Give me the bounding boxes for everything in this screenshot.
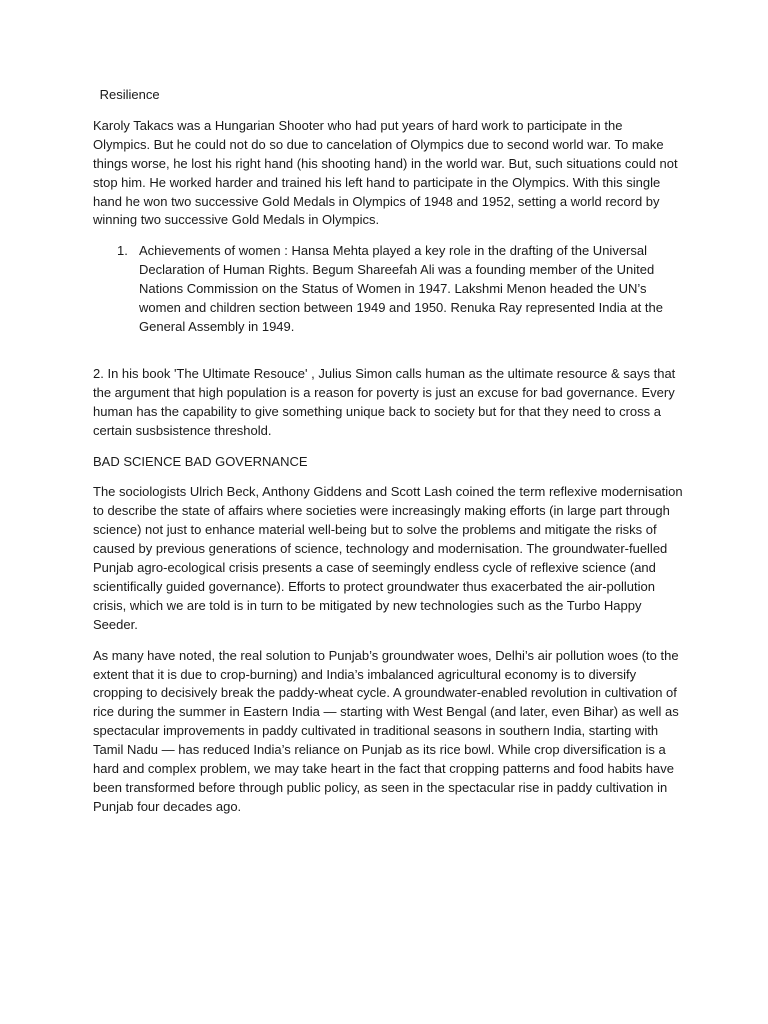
list-item-number: 1. (117, 243, 128, 259)
paragraph-reflexive-modernisation: The sociologists Ulrich Beck, Anthony Giddens and Scott Lash coined the term reflexive modernisation to describe the state of affairs where societies were increasingly making efforts (in large part through science) not just to enhance material well-being but to solve the problems and mitigate the risks of caused by previous generations of science, technology and modernisation. The groundwater-fuelled Punjab agro-ecological crisis presents a case of seemingly endless cycle of reflexive science (and scientifically guided governance). Efforts to protect groundwater thus exacerbated the air-pollution crisis, which we are told is in turn to be mitigated by new technologies such as the Turbo Happy Seeder. (93, 484, 683, 632)
paragraph-ultimate-resource: 2. In his book 'The Ultimate Resouce' , Julius Simon calls human as the ultimate resource & says that the argument that high population is a reason for poverty is just an excuse for bad governance. Every human has the capability to give something unique back to society but for that they need to cross a certain susbsistence threshold. (93, 365, 676, 438)
document-page (93, 86, 683, 829)
paragraph-punjab-groundwater: As many have noted, the real solution to Punjab’s groundwater woes, Delhi’s air pollution woes (to the extent that it is due to crop-burning) and India’s imbalanced agricultural economy is to diversify cropping to decisively break the paddy-wheat cycle. A groundwater-enabled revolution in cultivation of rice during the summer in Eastern India — starting with West Bengal (and later, even Bihar) as well as spectacular improvements in paddy cultivated in traditional seasons in southern India, starting with Tamil Nadu — has reduced India’s reliance on Punjab as its rice bowl. While crop diversification is a hard and complex problem, we may take heart in the fact that cropping patterns and food habits have been transformed before through public policy, as seen in the spectacular rise in paddy cultivation in Punjab four decades ago. (93, 647, 679, 814)
document-title: Resilience (96, 87, 160, 102)
spacer (93, 349, 683, 365)
paragraph-karoly-takacs: Karoly Takacs was a Hungarian Shooter who had put years of hard work to participate in the Olympics. But he could not do so due to cancelation of Olympics due to second world war. To make things worse, he lost his right hand (his shooting hand) in the world war. But, such situations could not stop him. He worked harder and trained his left hand to participate in the Olympics. With this single hand he won two successive Gold Medals in Olympics of 1948 and 1952, setting a world record by winning two successive Gold Medals in Olympics. (93, 117, 678, 228)
list-item-text: Achievements of women : Hansa Mehta played a key role in the drafting of the Universal Declaration of Human Rights. Begum Shareefah Ali was a founding member of the United Nations Commission on the Status of Women in 1947. Lakshmi Menon headed the UN’s women and children section between 1949 and 1950. Renuka Ray represented India at the General Assembly in 1949. (139, 243, 663, 334)
list-item-achievements-of-women (93, 242, 683, 337)
section-heading: BAD SCIENCE BAD GOVERNANCE (93, 453, 308, 469)
